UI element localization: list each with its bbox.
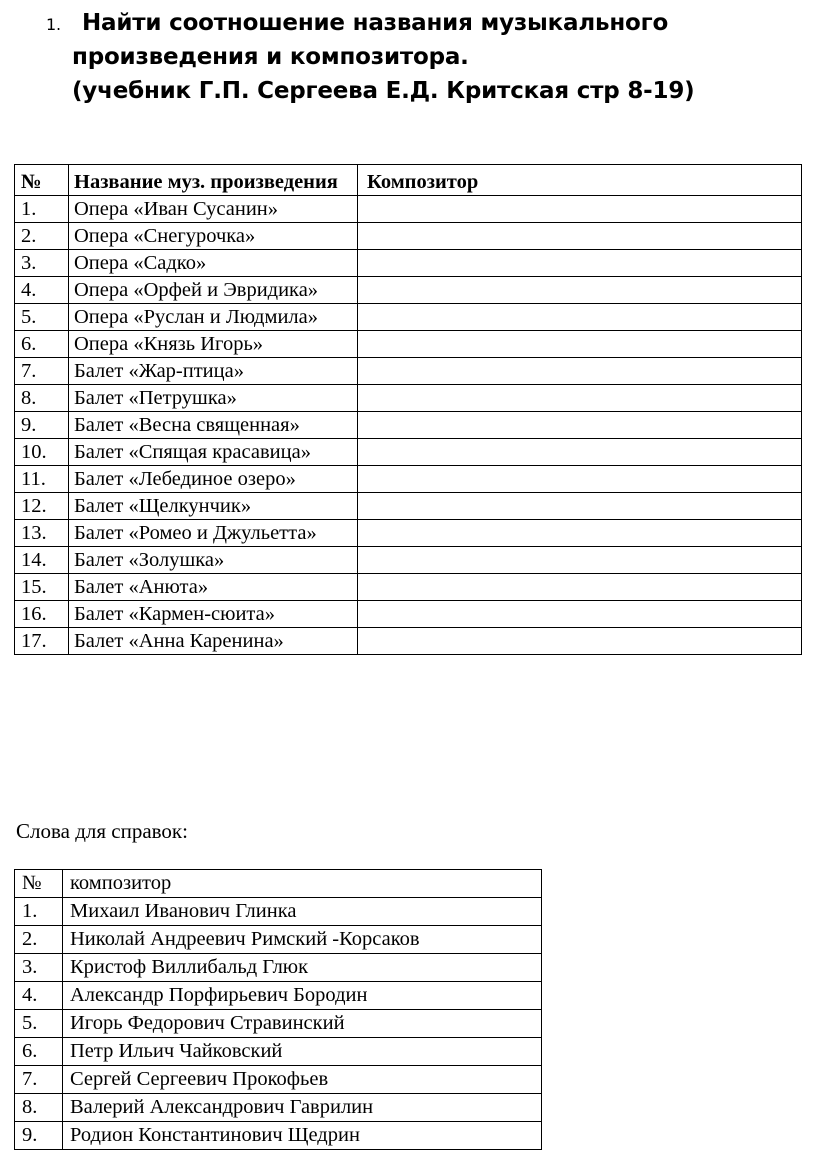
row-title: Балет «Петрушка»: [69, 385, 358, 412]
task-heading: [46, 6, 806, 108]
reference-row: [15, 1010, 542, 1038]
row-title: Балет «Спящая красавица»: [69, 439, 358, 466]
row-composer[interactable]: [358, 520, 802, 547]
row-title: Опера «Иван Сусанин»: [69, 196, 358, 223]
table-row: [15, 385, 802, 412]
ref-row-name: Родион Константинович Щедрин: [63, 1122, 542, 1150]
row-title: Балет «Золушка»: [69, 547, 358, 574]
row-title: Балет «Анюта»: [69, 574, 358, 601]
reference-label: Слова для справок:: [16, 819, 188, 843]
row-composer[interactable]: [358, 439, 802, 466]
row-title: Балет «Анна Каренина»: [69, 628, 358, 655]
row-number: 10.: [15, 439, 69, 466]
row-composer[interactable]: [358, 223, 802, 250]
reference-row: [15, 1038, 542, 1066]
row-number: 14.: [15, 547, 69, 574]
reference-row: [15, 926, 542, 954]
ref-row-number: 3.: [15, 954, 63, 982]
ref-row-number: 1.: [15, 898, 63, 926]
table-row: [15, 412, 802, 439]
reference-row: [15, 954, 542, 982]
ref-row-name: Михаил Иванович Глинка: [63, 898, 542, 926]
matching-table: [14, 164, 802, 655]
row-number: 15.: [15, 574, 69, 601]
row-number: 6.: [15, 331, 69, 358]
ref-header-number: №: [15, 870, 63, 898]
row-title: Балет «Ромео и Джульетта»: [69, 520, 358, 547]
reference-row: [15, 1094, 542, 1122]
ref-row-name: Петр Ильич Чайковский: [63, 1038, 542, 1066]
ref-row-number: 7.: [15, 1066, 63, 1094]
task-line-1: Найти соотношение названия музыкального: [82, 10, 669, 36]
row-composer[interactable]: [358, 412, 802, 439]
row-title: Балет «Кармен-сюита»: [69, 601, 358, 628]
row-number: 12.: [15, 493, 69, 520]
row-composer[interactable]: [358, 250, 802, 277]
row-composer[interactable]: [358, 304, 802, 331]
table-row: [15, 493, 802, 520]
table-row: [15, 601, 802, 628]
reference-row: [15, 898, 542, 926]
row-composer[interactable]: [358, 601, 802, 628]
row-number: 3.: [15, 250, 69, 277]
reference-row: [15, 982, 542, 1010]
reference-row: [15, 1066, 542, 1094]
table-row: [15, 439, 802, 466]
row-composer[interactable]: [358, 493, 802, 520]
row-title: Опера «Орфей и Эвридика»: [69, 277, 358, 304]
header-title: Название муз. произведения: [69, 165, 358, 196]
table-row: [15, 196, 802, 223]
ref-row-name: Сергей Сергеевич Прокофьев: [63, 1066, 542, 1094]
table-row: [15, 547, 802, 574]
row-composer[interactable]: [358, 277, 802, 304]
row-composer[interactable]: [358, 196, 802, 223]
row-title: Опера «Князь Игорь»: [69, 331, 358, 358]
table-row: [15, 304, 802, 331]
row-number: 8.: [15, 385, 69, 412]
ref-row-number: 2.: [15, 926, 63, 954]
ref-row-number: 8.: [15, 1094, 63, 1122]
table-row: [15, 277, 802, 304]
row-title: Балет «Жар-птица»: [69, 358, 358, 385]
table-row: [15, 223, 802, 250]
task-number: 1.: [46, 15, 61, 34]
row-number: 9.: [15, 412, 69, 439]
table-row: [15, 628, 802, 655]
row-title: Опера «Руслан и Людмила»: [69, 304, 358, 331]
row-number: 4.: [15, 277, 69, 304]
task-line-2: произведения и композитора.: [72, 44, 469, 70]
reference-header-row: [15, 870, 542, 898]
reference-table: [14, 869, 542, 1150]
ref-row-name: Александр Порфирьевич Бородин: [63, 982, 542, 1010]
row-number: 16.: [15, 601, 69, 628]
row-number: 1.: [15, 196, 69, 223]
table-row: [15, 574, 802, 601]
row-title: Балет «Лебединое озеро»: [69, 466, 358, 493]
row-composer[interactable]: [358, 628, 802, 655]
row-composer[interactable]: [358, 547, 802, 574]
row-number: 2.: [15, 223, 69, 250]
ref-row-name: Кристоф Виллибальд Глюк: [63, 954, 542, 982]
row-title: Опера «Садко»: [69, 250, 358, 277]
ref-row-number: 5.: [15, 1010, 63, 1038]
row-composer[interactable]: [358, 358, 802, 385]
reference-row: [15, 1122, 542, 1150]
ref-row-name: Николай Андреевич Римский -Корсаков: [63, 926, 542, 954]
row-number: 13.: [15, 520, 69, 547]
ref-row-number: 6.: [15, 1038, 63, 1066]
table-row: [15, 520, 802, 547]
row-title: Опера «Снегурочка»: [69, 223, 358, 250]
table-row: [15, 466, 802, 493]
table-header-row: [15, 165, 802, 196]
row-composer[interactable]: [358, 574, 802, 601]
header-composer: Композитор: [358, 165, 802, 196]
row-title: Балет «Щелкунчик»: [69, 493, 358, 520]
row-composer[interactable]: [358, 385, 802, 412]
table-row: [15, 250, 802, 277]
row-number: 7.: [15, 358, 69, 385]
row-number: 5.: [15, 304, 69, 331]
header-number: №: [15, 165, 69, 196]
row-composer[interactable]: [358, 466, 802, 493]
row-number: 11.: [15, 466, 69, 493]
ref-row-number: 4.: [15, 982, 63, 1010]
row-number: 17.: [15, 628, 69, 655]
ref-header-composer: композитор: [63, 870, 542, 898]
row-composer[interactable]: [358, 331, 802, 358]
table-row: [15, 331, 802, 358]
ref-row-name: Валерий Александрович Гаврилин: [63, 1094, 542, 1122]
row-title: Балет «Весна священная»: [69, 412, 358, 439]
task-line-3: (учебник Г.П. Сергеева Е.Д. Критская стр 8-19): [72, 78, 695, 104]
ref-row-number: 9.: [15, 1122, 63, 1150]
ref-row-name: Игорь Федорович Стравинский: [63, 1010, 542, 1038]
table-row: [15, 358, 802, 385]
